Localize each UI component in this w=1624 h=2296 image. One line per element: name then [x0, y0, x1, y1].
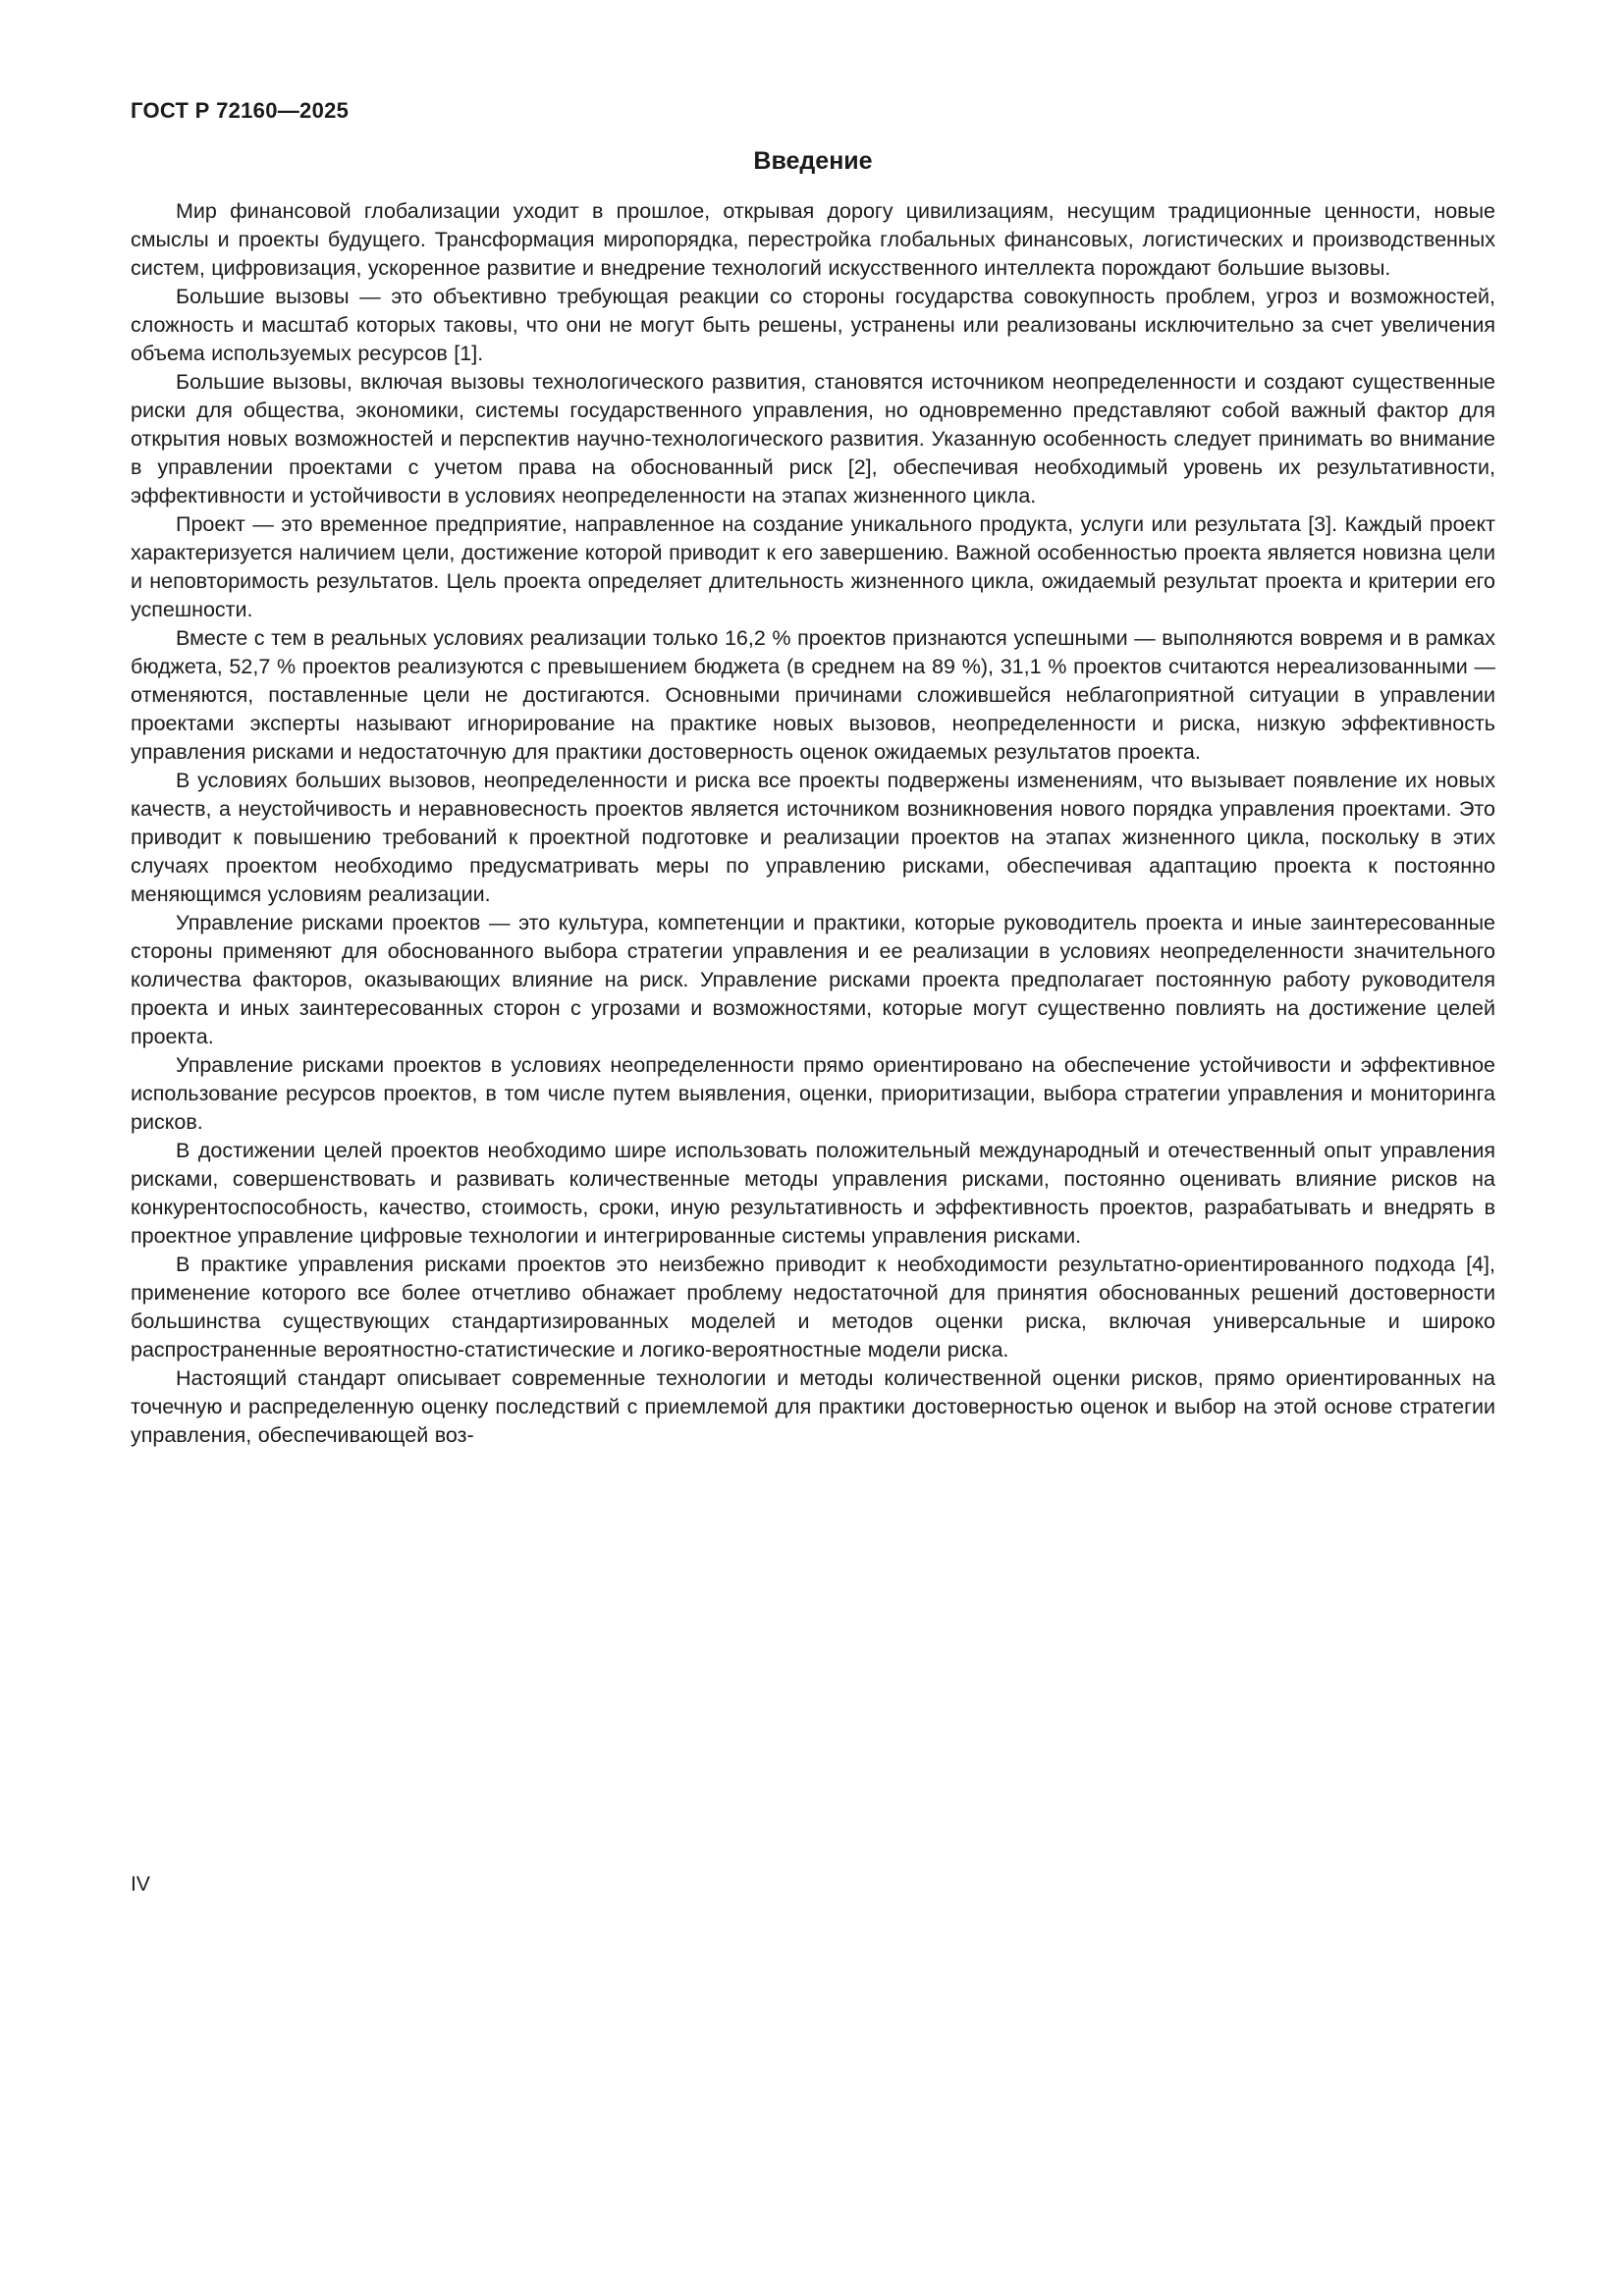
paragraph: В условиях больших вызовов, неопределенности и риска все проекты подвержены изменениям, что вызывает появление их новых качеств, а неустойчивость и неравновесность проектов является источником возникновения нового порядка управления проектами. Это приводит к повышению требований к проектной подготовке и реализации проектов на этапах жизненного цикла, поскольку в этих случаях проектом необходимо предусматривать меры по управлению рисками, обеспечивая адаптацию проекта к постоянно меняющимся условиям реализации.: [131, 769, 1495, 906]
page-title: Введение: [753, 147, 873, 175]
paragraph: Управление рисками проектов — это культура, компетенции и практики, которые руководитель проекта и иные заинтересованные стороны применяют для обоснованного выбора стратегии управления и ее реализации в условиях неопределенности значительного количества факторов, оказывающих влияние на риск. Управление рисками проекта предполагает постоянную работу руководителя проекта и иных заинтересованных сторон с угрозами и возможностями, которые могут существенно повлиять на достижение целей проекта.: [131, 911, 1495, 1048]
doc-number: ГОСТ Р 72160—2025: [131, 98, 350, 123]
paragraph: Большие вызовы, включая вызовы технологического развития, становятся источником неопределенности и создают существенные риски для общества, экономики, системы государственного управления, но одновременно представляют собой важный фактор для открытия новых возможностей и перспектив научно-технологического развития. Указанную особенность следует принимать во внимание в управлении проектами с учетом права на обоснованный риск [2], обеспечивая необходимый уровень их результативности, эффективности и устойчивости в условиях неопределенности на этапах жизненного цикла.: [131, 370, 1495, 507]
document-body: [131, 197, 1495, 1450]
paragraph: Мир финансовой глобализации уходит в прошлое, открывая дорогу цивилизациям, несущим традиционные ценности, новые смыслы и проекты будущего. Трансформация миропорядка, перестройка глобальных финансовых, логистических и производственных систем, цифровизация, ускоренное развитие и внедрение технологий искусственного интеллекта порождают большие вызовы.: [131, 199, 1495, 280]
page-number: IV: [131, 1873, 150, 1896]
paragraph: Настоящий стандарт описывает современные технологии и методы количественной оценки рисков, прямо ориентированных на точечную и распределенную оценку последствий с приемлемой для практики достоверностью оценок и выбор на этой основе стратегии управления, обеспечивающей воз-: [131, 1366, 1495, 1447]
paragraph: В достижении целей проектов необходимо шире использовать положительный международный и отечественный опыт управления рисками, совершенствовать и развивать количественные методы управления рисками, постоянно оценивать влияние рисков на конкурентоспособность, качество, стоимость, сроки, иную результативность и эффективность проектов, разрабатывать и внедрять в проектное управление цифровые технологии и интегрированные системы управления рисками.: [131, 1139, 1495, 1248]
paragraph: В практике управления рисками проектов это неизбежно приводит к необходимости результатно-ориентированного подхода [4], применение которого все более отчетливо обнажает проблему недостаточной для принятия обоснованных решений достоверности большинства существующих стандартизированных моделей и методов оценки риска, включая универсальные и широко распространенные вероятностно-статистические и логико-вероятностные модели риска.: [131, 1253, 1495, 1362]
paragraph: Проект — это временное предприятие, направленное на создание уникального продукта, услуги или результата [3]. Каждый проект характеризуется наличием цели, достижение которой приводит к его завершению. Важной особенностью проекта является новизна цели и неповторимость результатов. Цель проекта определяет длительность жизненного цикла, ожидаемый результат проекта и критерии его успешности.: [131, 512, 1495, 621]
paragraph: Большие вызовы — это объективно требующая реакции со стороны государства совокупность проблем, угроз и возможностей, сложность и масштаб которых таковы, что они не могут быть решены, устранены или реализованы исключительно за счет увеличения объема используемых ресурсов [1].: [131, 285, 1495, 365]
paragraph: Управление рисками проектов в условиях неопределенности прямо ориентировано на обеспечение устойчивости и эффективное использование ресурсов проектов, в том числе путем выявления, оценки, приоритизации, выбора стратегии управления и мониторинга рисков.: [131, 1053, 1495, 1134]
paragraph: Вместе с тем в реальных условиях реализации только 16,2 % проектов признаются успешными — выполняются вовремя и в рамках бюджета, 52,7 % проектов реализуются с превышением бюджета (в среднем на 89 %), 31,1 % проектов считаются нереализованными — отменяются, поставленные цели не достигаются. Основными причинами сложившейся неблагоприятной ситуации в управлении проектами эксперты называют игнорирование на практике новых вызовов, неопределенности и риска, низкую эффективность управления рисками и недостаточную для практики достоверность оценок ожидаемых результатов проекта.: [131, 626, 1495, 764]
